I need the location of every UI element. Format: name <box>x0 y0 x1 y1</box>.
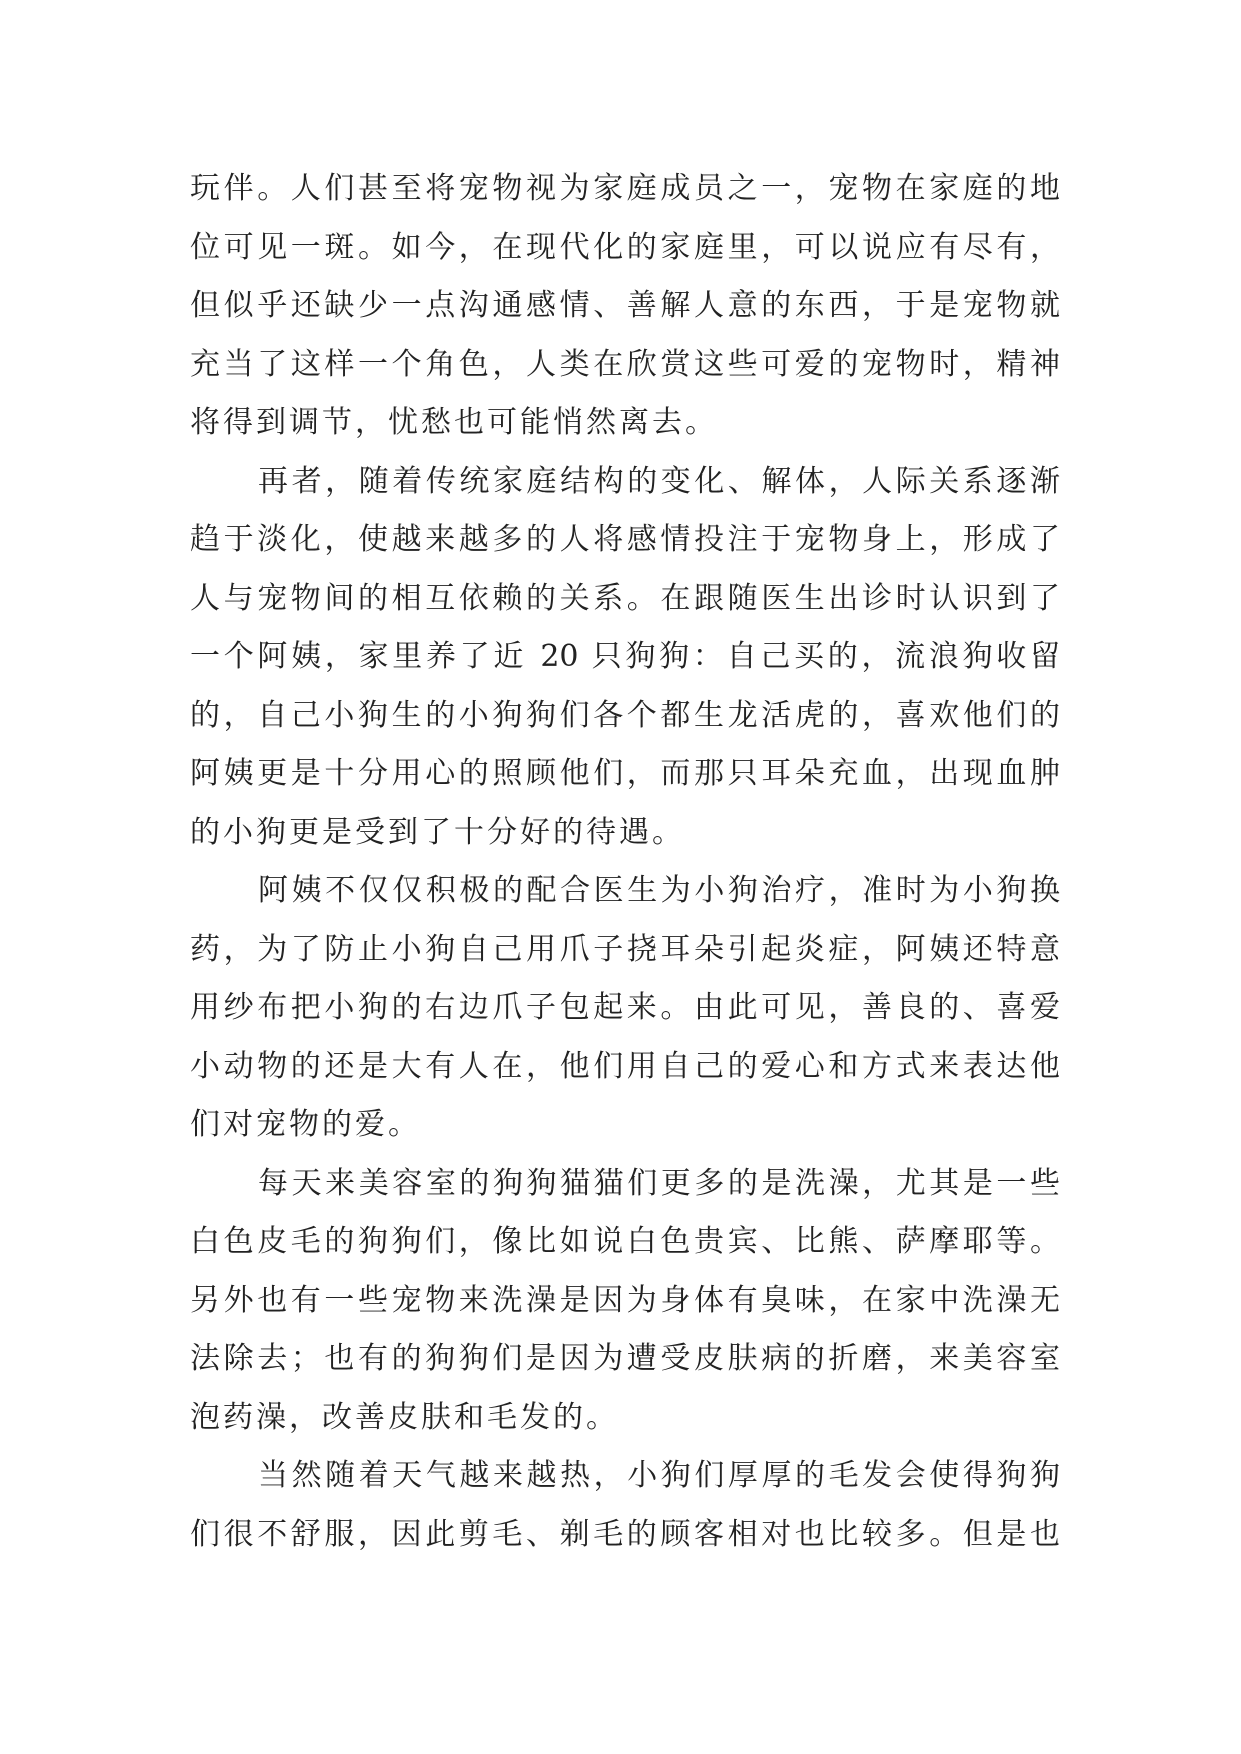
text-line: 趋于淡化，使越来越多的人将感情投注于宠物身上，形成了 <box>190 522 1060 557</box>
text-line: 另外也有一些宠物来洗澡是因为身体有臭味，在家中洗澡无 <box>190 1282 1060 1318</box>
text-line: 位可见一斑。如今，在现代化的家庭里，可以说应有尽有， <box>190 229 1060 265</box>
paragraph-first-line: 当然随着天气越来越热，小狗们厚厚的毛发会使得狗狗 <box>258 1458 1060 1493</box>
text-line: 将得到调节，忧愁也可能悄然离去。 <box>190 405 718 440</box>
text-line: 玩伴。人们甚至将宠物视为家庭成员之一，宠物在家庭的地 <box>190 171 1060 206</box>
text-line: 们很不舒服，因此剪毛、剃毛的顾客相对也比较多。但是也 <box>190 1516 1060 1552</box>
text-line: 的，自己小狗生的小狗狗们各个都生龙活虎的，喜欢他们的 <box>190 697 1060 733</box>
text-line: 药，为了防止小狗自己用爪子挠耳朵引起炎症，阿姨还特意 <box>190 931 1060 967</box>
paragraph-first-line: 每天来美容室的狗狗猫猫们更多的是洗澡，尤其是一些 <box>258 1165 1060 1201</box>
text-line: 们对宠物的爱。 <box>190 1107 421 1142</box>
text-line: 充当了这样一个角色，人类在欣赏这些可爱的宠物时，精神 <box>190 346 1060 382</box>
text-line: 一个阿姨，家里养了近 20 只狗狗：自己买的，流浪狗收留 <box>190 639 1060 674</box>
text-line: 用纱布把小狗的右边爪子包起来。由此可见，善良的、喜爱 <box>190 990 1060 1025</box>
text-line: 的小狗更是受到了十分好的待遇。 <box>190 814 685 850</box>
paragraph-first-line: 阿姨不仅仅积极的配合医生为小狗治疗，准时为小狗换 <box>258 873 1060 908</box>
text-line: 阿姨更是十分用心的照顾他们，而那只耳朵充血，出现血肿 <box>190 756 1060 791</box>
paragraph-first-line: 再者，随着传统家庭结构的变化、解体，人际关系逐渐 <box>258 463 1060 499</box>
text-line: 白色皮毛的狗狗们，像比如说白色贵宾、比熊、萨摩耶等。 <box>190 1224 1060 1259</box>
document-body <box>190 160 1060 1564</box>
text-line: 人与宠物间的相互依赖的关系。在跟随医生出诊时认识到了 <box>190 580 1060 616</box>
text-line: 泡药澡，改善皮肤和毛发的。 <box>190 1399 619 1435</box>
text-line: 法除去；也有的狗狗们是因为遭受皮肤病的折磨，来美容室 <box>190 1341 1060 1376</box>
text-line: 但似乎还缺少一点沟通感情、善解人意的东西，于是宠物就 <box>190 288 1060 323</box>
text-line: 小动物的还是大有人在，他们用自己的爱心和方式来表达他 <box>190 1048 1060 1084</box>
